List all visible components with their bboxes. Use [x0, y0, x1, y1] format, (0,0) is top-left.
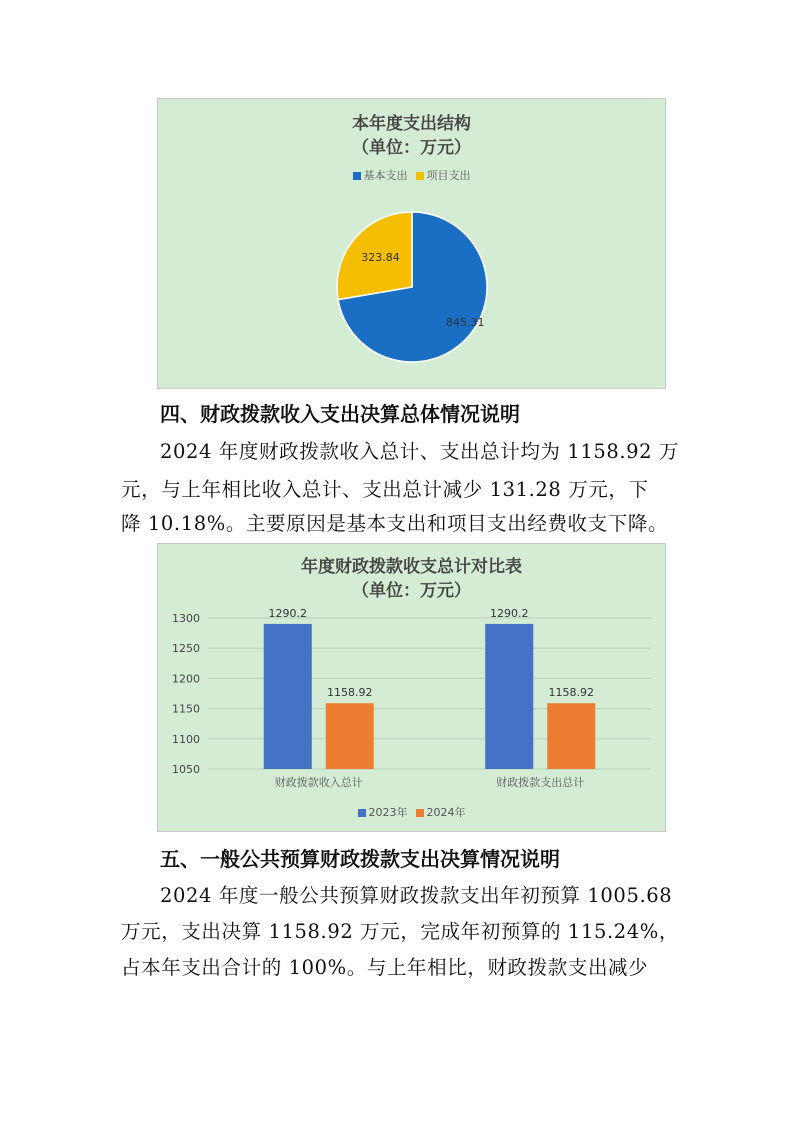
- bar-y-tick-5: 1300: [172, 612, 200, 625]
- bar-y-tick-0: 1050: [172, 763, 200, 776]
- section4-heading: 四、财政拨款收入支出决算总体情况说明: [160, 402, 520, 426]
- section5-line-3: 占本年支出合计的 100%。与上年相比，财政拨款支出减少: [121, 956, 649, 979]
- pie-chart-svg: [158, 99, 665, 388]
- bar-category-label-0: 财政拨款收入总计: [274, 776, 363, 789]
- pie-chart-panel: [157, 98, 666, 389]
- bar-0-1: [326, 703, 374, 769]
- bar-y-tick-4: 1250: [172, 642, 200, 656]
- section5-line-1: 2024 年度一般公共预算财政拨款支出年初预算 1005.68: [160, 884, 673, 907]
- bar-legend-swatch-0: [358, 809, 366, 817]
- bar-data-label-1-0: 1290.2: [490, 606, 529, 620]
- pie-chart-subtitle: （单位：万元）: [352, 138, 471, 158]
- pie-data-label-0: 845.31: [446, 315, 485, 329]
- bar-data-label-0-0: 1290.2: [268, 606, 307, 620]
- bar-y-tick-2: 1150: [172, 702, 200, 716]
- bar-chart-svg: [158, 544, 665, 831]
- pie-chart-title: 本年度支出结构: [352, 114, 471, 134]
- pie-legend-label-0: 基本支出: [363, 169, 408, 182]
- bar-y-tick-1: 1100: [172, 732, 200, 746]
- bar-category-label-1: 财政拨款支出总计: [496, 776, 585, 789]
- section5-heading: 五、一般公共预算财政拨款支出决算情况说明: [160, 847, 560, 871]
- bar-data-label-0-1: 1158.92: [327, 686, 373, 700]
- bar-chart-subtitle: （单位：万元）: [352, 581, 471, 601]
- bar-1-1: [547, 703, 595, 769]
- bar-y-tick-3: 1200: [172, 672, 200, 686]
- bar-chart-title: 年度财政拨款收支总计对比表: [301, 557, 522, 577]
- section4-line-3: 降 10.18%。主要原因是基本支出和项目支出经费收支下降。: [121, 512, 669, 535]
- bar-legend: [158, 804, 665, 820]
- bar-legend-swatch-1: [416, 809, 424, 817]
- bar-1-0: [485, 624, 533, 769]
- bar-legend-label-1: 2024年: [426, 806, 466, 819]
- bar-legend-label-0: 2023年: [368, 806, 408, 819]
- section5-line-2: 万元，支出决算 1158.92 万元，完成年初预算的 115.24%，: [121, 920, 679, 943]
- pie-data-label-1: 323.84: [361, 251, 400, 265]
- section4-line-1: 2024 年度财政拨款收入总计、支出总计均为 1158.92 万: [160, 440, 680, 463]
- pie-legend-label-1: 项目支出: [426, 169, 471, 182]
- bar-data-label-1-1: 1158.92: [548, 686, 594, 700]
- bar-legend-item-0: [358, 804, 408, 820]
- bar-chart-panel: [157, 543, 666, 832]
- bar-legend-item-1: [416, 804, 466, 820]
- bar-0-0: [264, 624, 312, 769]
- section4-line-2: 元，与上年相比收入总计、支出总计减少 131.28 万元，下: [121, 478, 649, 501]
